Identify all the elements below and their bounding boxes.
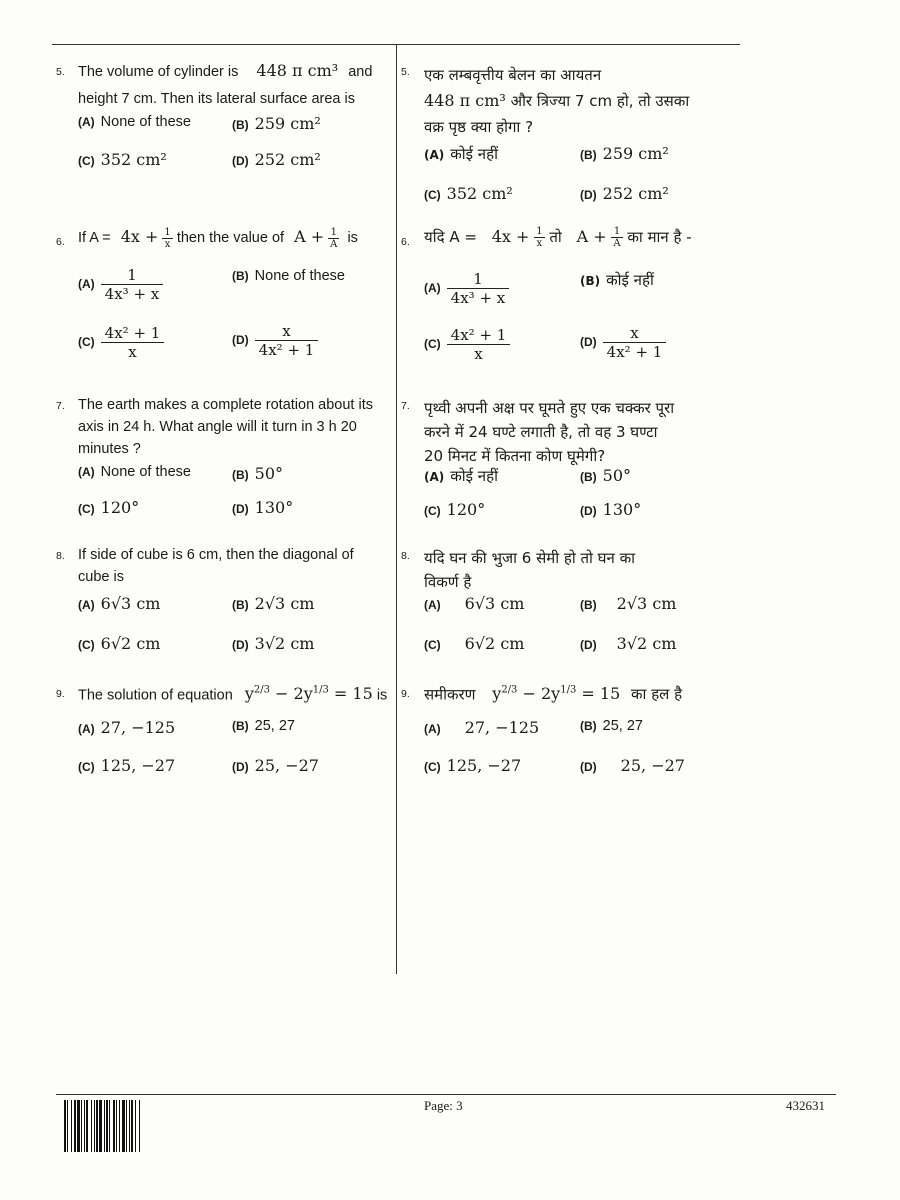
option-d[interactable]: (D) 130°: [232, 498, 294, 517]
option-a[interactable]: (A) 6√3 cm: [78, 594, 161, 613]
question-number: 8.: [56, 550, 65, 562]
question-number: 9.: [56, 688, 65, 700]
question-text: यदि A = 4x + $\frac{1}{x}$ तो A + $\frac{1}{A}$ का मान है -: [424, 226, 692, 249]
fraction: $\frac{1}{x}$: [536, 226, 543, 249]
option-b[interactable]: (B) 2√3 cm: [232, 594, 315, 613]
option-d[interactable]: (D) 25, −27: [232, 756, 319, 775]
option-a[interactable]: (A) $\frac{1}{\text{4x³ + x}}$: [78, 266, 163, 303]
option-b[interactable]: (B) 50°: [580, 466, 632, 485]
option-b[interactable]: (B) 259 cm²: [580, 144, 669, 163]
fraction: $\frac{1}{A}$: [613, 226, 621, 249]
question-number: 7.: [56, 400, 65, 412]
option-b[interactable]: (B) 25, 27: [580, 718, 643, 734]
question-text: समीकरण $y^{2/3} - 2y^{1/3} = 15$ का हल है: [424, 684, 683, 704]
option-c[interactable]: (C) 120°: [424, 500, 486, 519]
question-number: 5.: [56, 66, 65, 78]
option-c[interactable]: (C) 6√2 cm: [78, 634, 161, 653]
question-text: पृथ्वी अपनी अक्ष पर घूमते हुए एक चक्कर पूरा करने में 24 घण्टे लगाती है, तो वह 3 घण्टा 20 मिनट में कितना कोण घूमेगी?: [424, 399, 675, 465]
bottom-rule: [56, 1094, 836, 1095]
option-d[interactable]: (D) 130°: [580, 500, 642, 519]
question-number: 6.: [401, 236, 410, 248]
option-c[interactable]: (C) $\frac{\text{4x² + 1}}{x}$: [78, 324, 164, 361]
equation: $y^{2/3} - 2y^{1/3} = 15$: [244, 684, 373, 704]
option-d[interactable]: (D) 25, −27: [580, 756, 685, 775]
equation: $y^{2/3} - 2y^{1/3} = 15$: [492, 684, 621, 704]
option-d[interactable]: (D) 252 cm²: [580, 184, 669, 203]
question-text: The earth makes a complete rotation about its axis in 24 h. What angle will it turn in 3 h 20 minutes ?: [78, 397, 373, 457]
option-b[interactable]: (B) 259 cm²: [232, 114, 321, 133]
option-b[interactable]: (B) कोई नहीं: [580, 271, 654, 289]
option-a[interactable]: (A) कोई नहीं: [424, 145, 498, 163]
option-c[interactable]: (C) 125, −27: [424, 756, 522, 775]
question-text: यदि घन की भुजा 6 सेमी हो तो घन का विकर्ण है: [424, 549, 636, 591]
option-b[interactable]: (B) None of these: [232, 268, 345, 284]
question-number: 7.: [401, 400, 410, 412]
option-a[interactable]: (A) 6√3 cm: [424, 594, 525, 613]
barcode: [64, 1100, 204, 1152]
page-number: Page: 3: [424, 1098, 463, 1113]
option-d[interactable]: (D) 3√2 cm: [232, 634, 315, 653]
option-a[interactable]: (A) $\frac{1}{\text{4x³ + x}}$: [424, 270, 509, 307]
question-text: If A = 4x + $\frac{1}{x}$ then the value of A + $\frac{1}{A}$ is: [78, 226, 358, 250]
option-b[interactable]: (B) 2√3 cm: [580, 594, 677, 613]
option-a[interactable]: (A) None of these: [78, 114, 191, 130]
option-c[interactable]: (C) 352 cm²: [78, 150, 167, 169]
question-number: 5.: [401, 66, 410, 78]
fraction: $\frac{1}{A}$: [330, 226, 338, 250]
barcode-bar: [140, 1100, 141, 1152]
question-text: The solution of equation $y^{2/3} - 2y^{1/3} = 15$ is: [78, 684, 388, 704]
option-a[interactable]: (A) None of these: [78, 464, 191, 480]
option-a[interactable]: (A) कोई नहीं: [424, 467, 498, 485]
option-a[interactable]: (A) 27, −125: [424, 718, 540, 737]
option-d[interactable]: (D) $\frac{x}{\text{4x² + 1}}$: [580, 324, 666, 361]
option-d[interactable]: (D) $\frac{x}{\text{4x² + 1}}$: [232, 322, 318, 359]
booklet-code: 432631: [786, 1098, 825, 1113]
option-a[interactable]: (A) 27, −125: [78, 718, 176, 737]
question-text: If side of cube is 6 cm, then the diagonal of cube is: [78, 547, 354, 585]
question-number: 6.: [56, 236, 65, 248]
question-text: एक लम्बवृत्तीय बेलन का आयतन 448 π cm³ और त्रिज्या 7 cm हो, तो उसका वक्र पृष्ठ क्या होगा ?: [424, 66, 690, 136]
column-divider: [396, 44, 397, 974]
option-c[interactable]: (C) 6√2 cm: [424, 634, 525, 653]
option-c[interactable]: (C) 125, −27: [78, 756, 176, 775]
option-d[interactable]: (D) 3√2 cm: [580, 634, 677, 653]
question-text: The volume of cylinder is 448 π cm³ and height 7 cm. Then its lateral surface area is: [78, 61, 373, 107]
question-number: 8.: [401, 550, 410, 562]
fraction: $\frac{1}{x}$: [164, 226, 171, 250]
option-c[interactable]: (C) $\frac{\text{4x² + 1}}{x}$: [424, 326, 510, 363]
option-c[interactable]: (C) 120°: [78, 498, 140, 517]
option-c[interactable]: (C) 352 cm²: [424, 184, 513, 203]
option-b[interactable]: (B) 25, 27: [232, 718, 295, 734]
option-d[interactable]: (D) 252 cm²: [232, 150, 321, 169]
question-number: 9.: [401, 688, 410, 700]
option-b[interactable]: (B) 50°: [232, 464, 284, 483]
